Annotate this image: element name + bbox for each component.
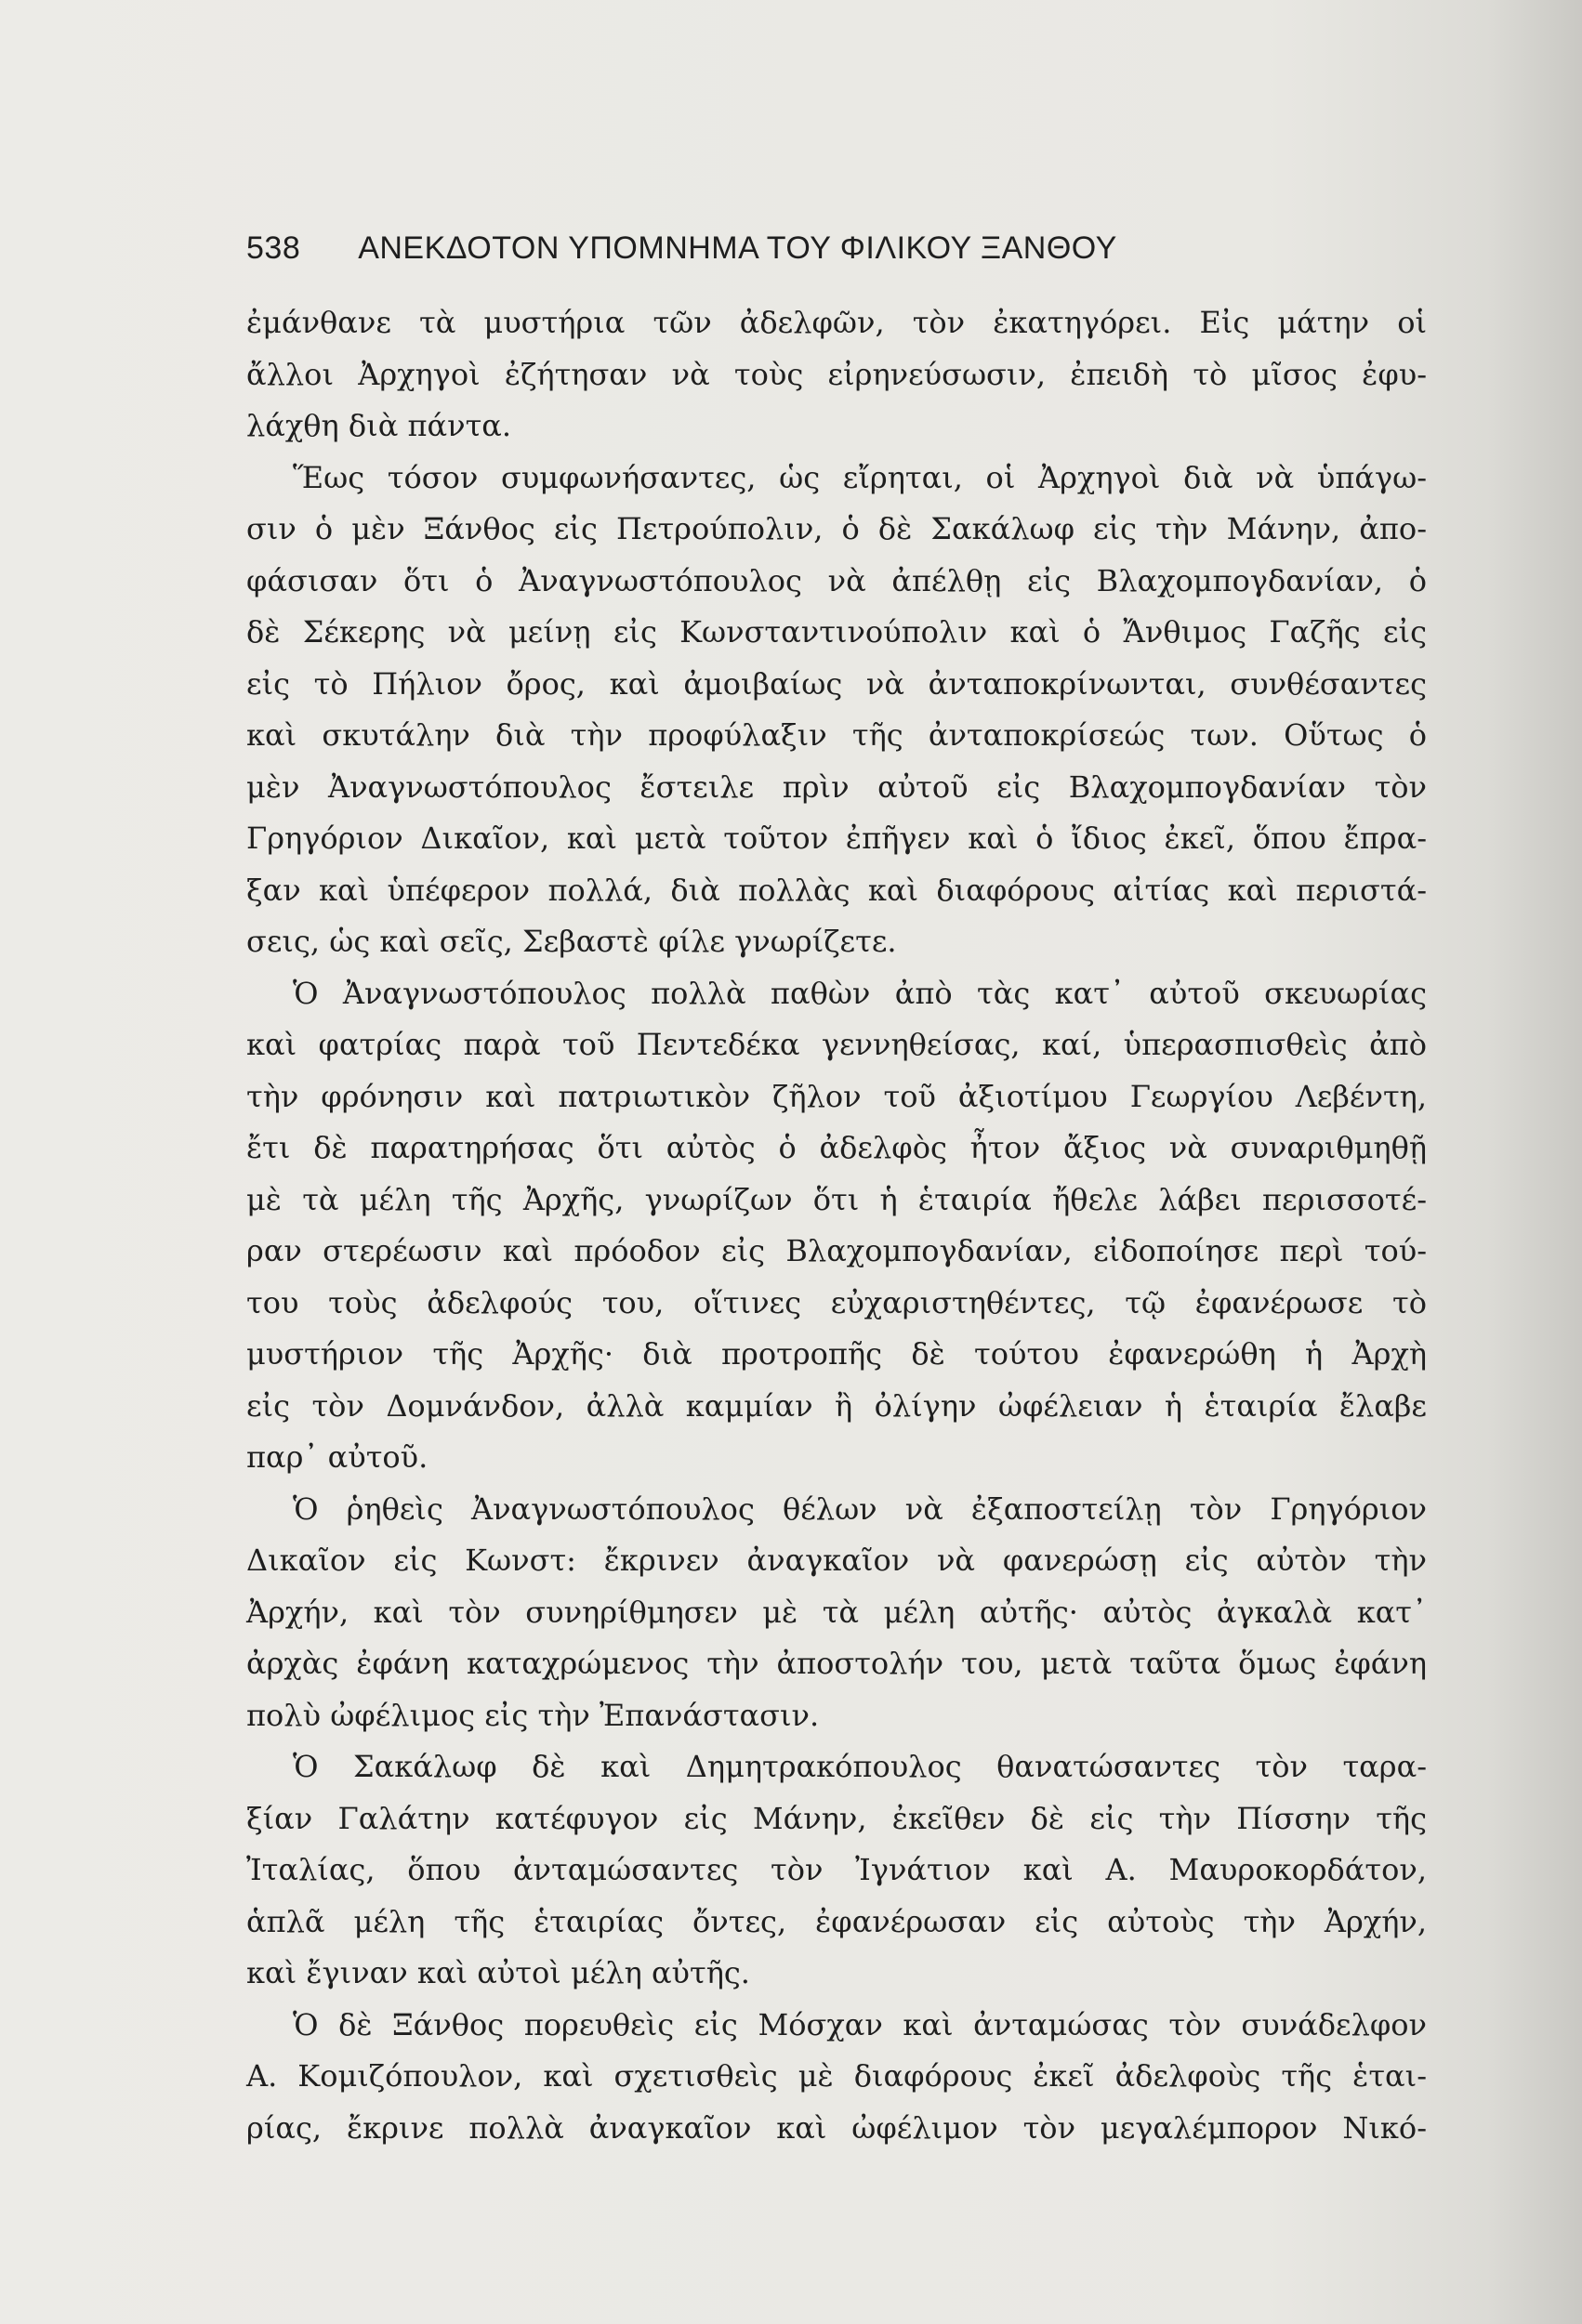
text-line: τὴν φρόνησιν καὶ πατριωτικὸν ζῆλον τοῦ ἀξιοτίμου Γεωργίου Λεβέντη, — [246, 1078, 1427, 1114]
text-line: μὲν Ἀναγνωστόπουλος ἔστειλε πρὶν αὐτοῦ εἰς Βλαχομπογδανίαν τὸν — [246, 768, 1427, 805]
text-line: ξαν καὶ ὑπέφερον πολλά, διὰ πολλὰς καὶ διαφόρους αἰτίας καὶ περιστά- — [246, 872, 1427, 908]
running-title: ΑΝΕΚΔΟΤΟΝ ΥΠΟΜΝΗΜΑ ΤΟΥ ΦΙΛΙΚΟΥ ΞΑΝΘΟΥ — [358, 230, 1117, 266]
text-line: Ὁ Σακάλωφ δὲ καὶ Δημητρακόπουλος θανατώσαντες τὸν ταρα- — [293, 1749, 1427, 1784]
text-line: ἔτι δὲ παρατηρήσας ὅτι αὐτὸς ὁ ἀδελφὸς ἦτον ἄξιος νὰ συναριθμηθῇ — [246, 1130, 1427, 1165]
page-number: 538 — [246, 230, 301, 266]
text-line: καὶ ἔγιναν καὶ αὐτοὶ μέλη αὐτῆς. — [246, 1955, 750, 1990]
text-line: εἰς τὸ Πήλιον ὄρος, καὶ ἀμοιβαίως νὰ ἀνταποκρίνωνται, συνθέσαντες — [246, 665, 1427, 702]
text-line: εἰς τὸν Δομνάνδον, ἀλλὰ καμμίαν ἢ ὀλίγην ὠφέλειαν ἡ ἑταιρία ἔλαβε — [246, 1387, 1427, 1424]
text-line: σιν ὁ μὲν Ξάνθος εἰς Πετρούπολιν, ὁ δὲ Σακάλωφ εἰς τὴν Μάνην, ἀπο- — [246, 511, 1427, 546]
text-line: μὲ τὰ μέλη τῆς Ἀρχῆς, γνωρίζων ὅτι ἡ ἑταιρία ἤθελε λάβει περισσοτέ- — [246, 1181, 1427, 1217]
text-line: Ἰταλίας, ὅπου ἀνταμώσαντες τὸν Ἰγνάτιον καὶ Α. Μαυροκορδάτον, — [246, 1852, 1427, 1887]
text-line: ραν στερέωσιν καὶ πρόοδον εἰς Βλαχομπογδανίαν, εἰδοποίησε περὶ τού- — [246, 1233, 1427, 1268]
text-line: καὶ σκυτάλην διὰ τὴν προφύλαξιν τῆς ἀνταποκρίσεώς των. Οὕτως ὁ — [246, 717, 1427, 753]
text-line: ξίαν Γαλάτην κατέφυγον εἰς Μάνην, ἐκεῖθεν δὲ εἰς τὴν Πίσσην τῆς — [246, 1800, 1427, 1836]
text-line: ἐμάνθανε τὰ μυστήρια τῶν ἀδελφῶν, τὸν ἐκατηγόρει. Εἰς μάτην οἱ — [246, 305, 1427, 340]
text-line: Γρηγόριον Δικαῖον, καὶ μετὰ τοῦτον ἐπῆγεν καὶ ὁ ἴδιος ἐκεῖ, ὅπου ἔπρα- — [246, 821, 1427, 856]
page-header — [246, 230, 1334, 282]
text-line: παρ᾽ αὐτοῦ. — [246, 1439, 428, 1475]
text-line: Ἕως τόσον συμφωνήσαντες, ὡς εἴρηται, οἱ Ἀρχηγοὶ διὰ νὰ ὑπάγω- — [293, 459, 1427, 495]
text-line: Ὁ δὲ Ξάνθος πορευθεὶς εἰς Μόσχαν καὶ ἀνταμώσας τὸν συνάδελφον — [293, 2006, 1427, 2042]
text-line: καὶ φατρίας παρὰ τοῦ Πεντεδέκα γεννηθείσας, καί, ὑπερασπισθεὶς ἀπὸ — [246, 1027, 1427, 1062]
body-text — [246, 297, 1427, 2154]
text-line: Ὁ ῥηθεὶς Ἀναγνωστόπουλος θέλων νὰ ἐξαποστείλῃ τὸν Γρηγόριον — [293, 1490, 1427, 1527]
text-line: λάχθη διὰ πάντα. — [246, 408, 512, 443]
text-line: σεις, ὡς καὶ σεῖς, Σεβαστὲ φίλε γνωρίζετε. — [246, 924, 897, 959]
text-line: Δικαῖον εἰς Κωνστ: ἔκρινεν ἀναγκαῖον νὰ φανερώσῃ εἰς αὐτὸν τὴν — [246, 1543, 1427, 1578]
text-line: Ἀρχήν, καὶ τὸν συνηρίθμησεν μὲ τὰ μέλη αὐτῆς· αὐτὸς ἀγκαλὰ κατ᾽ — [246, 1594, 1427, 1630]
text-line: Α. Κομιζόπουλον, καὶ σχετισθεὶς μὲ διαφόρους ἐκεῖ ἀδελφοὺς τῆς ἑται- — [246, 2058, 1427, 2094]
text-line: φάσισαν ὅτι ὁ Ἀναγνωστόπουλος νὰ ἀπέλθῃ εἰς Βλαχομπογδανίαν, ὁ — [246, 562, 1427, 598]
text-line: πολὺ ὠφέλιμος εἰς τὴν Ἐπανάστασιν. — [246, 1697, 820, 1733]
text-line: ρίας, ἔκρινε πολλὰ ἀναγκαῖον καὶ ὠφέλιμον τὸν μεγαλέμπορον Νικό- — [246, 2109, 1427, 2146]
text-line: μυστήριον τῆς Ἀρχῆς· διὰ προτροπῆς δὲ τούτου ἐφανερώθη ἡ Ἀρχὴ — [246, 1336, 1427, 1372]
text-line: Ὁ Ἀναγνωστόπουλος πολλὰ παθὼν ἀπὸ τὰς κατ᾽ αὐτοῦ σκευωρίας — [293, 975, 1427, 1011]
text-line: ἀρχὰς ἐφάνη καταχρώμενος τὴν ἀποστολήν του, μετὰ ταῦτα ὅμως ἐφάνη — [246, 1646, 1427, 1681]
text-line: δὲ Σέκερης νὰ μείνῃ εἰς Κωνσταντινούπολιν καὶ ὁ Ἄνθιμος Γαζῆς εἰς — [246, 614, 1427, 650]
text-line: ἁπλᾶ μέλη τῆς ἑταιρίας ὄντες, ἐφανέρωσαν εἰς αὐτοὺς τὴν Ἀρχήν, — [246, 1903, 1427, 1939]
text-line: ἄλλοι Ἀρχηγοὶ ἐζήτησαν νὰ τοὺς εἰρηνεύσωσιν, ἐπειδὴ τὸ μῖσος ἐφυ- — [246, 356, 1427, 392]
text-line: του τοὺς ἀδελφούς του, οἵτινες εὐχαριστηθέντες, τῷ ἐφανέρωσε τὸ — [246, 1284, 1427, 1320]
